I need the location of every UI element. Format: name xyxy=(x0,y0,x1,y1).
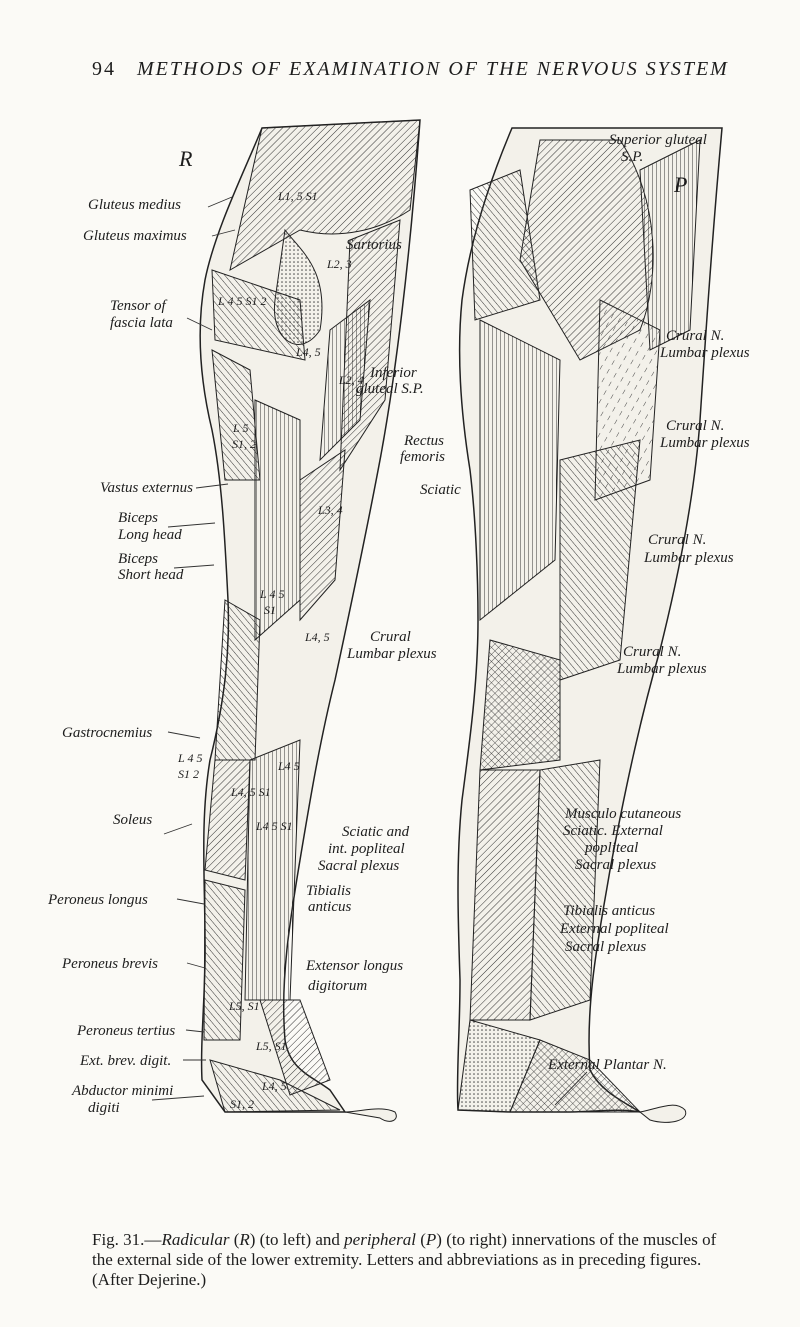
caption-radicular: Radicular xyxy=(161,1230,230,1249)
label-inferior-1: Inferior xyxy=(370,365,417,381)
label-rectus-2: femoris xyxy=(400,449,445,465)
label-external-plantar: External Plantar N. xyxy=(548,1057,667,1073)
label-inferior-2: gluteal S.P. xyxy=(356,381,424,397)
label-vastus-externus: Vastus externus xyxy=(100,480,193,496)
label-sartorius: Sartorius xyxy=(346,237,402,253)
caption-r: R xyxy=(239,1230,250,1249)
segment-label: L4 5 S1 xyxy=(256,819,293,833)
segment-label: L5, S1 xyxy=(229,999,260,1013)
label-gastrocnemius: Gastrocnemius xyxy=(62,725,153,741)
label-peroneus-longus: Peroneus longus xyxy=(48,892,148,908)
peripheral-marker: P xyxy=(674,172,688,197)
label-sciatic-and-1: Sciatic and xyxy=(342,824,410,840)
caption-p: P xyxy=(425,1230,437,1249)
label-gluteus-maximus: Gluteus maximus xyxy=(83,228,187,244)
label-sciatic-and-3: Sacral plexus xyxy=(318,858,400,874)
label-biceps-short-2: Short head xyxy=(118,567,184,583)
label-crural-1b: Lumbar plexus xyxy=(660,345,750,361)
caption-fig-number: Fig. 31.— xyxy=(92,1230,162,1249)
segment-label: L4, 5 S1 xyxy=(231,785,271,799)
segment-label: L1, 5 S1 xyxy=(278,189,318,203)
label-crural-2a: Crural N. xyxy=(666,418,725,434)
segment-label: L2, 3 xyxy=(327,257,352,271)
label-sciatic-and-2: int. popliteal xyxy=(328,841,405,857)
label-tensor-2: fascia lata xyxy=(110,315,173,331)
label-abductor-1: Abductor minimi xyxy=(72,1083,174,1099)
segment-label: L4, 5 xyxy=(305,630,330,644)
label-superior-gluteal-2: S.P. xyxy=(621,149,644,165)
label-biceps-long-1: Biceps xyxy=(118,510,158,526)
label-musculo-1: Musculo cutaneous xyxy=(565,806,682,822)
segment-label: S1 xyxy=(264,603,276,617)
label-extensor-1: Extensor longus xyxy=(306,958,404,974)
label-crural-2b: Lumbar plexus xyxy=(660,435,750,451)
label-tibialis-anticus-r3: Sacral plexus xyxy=(565,939,647,955)
segment-label: L4, 5 xyxy=(262,1079,287,1093)
label-peroneus-brevis: Peroneus brevis xyxy=(62,956,158,972)
label-tibialis-1: Tibialis xyxy=(306,883,352,899)
page-number: 94 xyxy=(92,58,116,80)
segment-label: L 4 5 xyxy=(260,587,285,601)
figure-caption: Fig. 31.—Radicular (R) (to left) and peripheral (P) (to right) innervations of the muscles of the external side of the lower extremity. Letters and abbreviations as in preceding figures. (After Dejerine.) xyxy=(92,1230,717,1289)
label-crural-center-2: Lumbar plexus xyxy=(347,646,437,662)
label-abductor-2: digiti xyxy=(88,1100,120,1116)
caption-rest: (to right) innervations of the muscles of the external side of the lower extremity. Letters and abbreviations as in preceding figures. (After Dejerine.) xyxy=(92,1230,717,1289)
segment-label: L3, 4 xyxy=(318,503,343,517)
segment-label: L 4 5 S1 2 xyxy=(218,294,267,308)
segment-label: L 4 5 xyxy=(178,751,203,765)
label-crural-4b: Lumbar plexus xyxy=(617,661,707,677)
label-tibialis-2: anticus xyxy=(308,899,352,915)
label-ext-brev-digit: Ext. brev. digit. xyxy=(80,1053,172,1069)
label-biceps-long-2: Long head xyxy=(118,527,182,543)
segment-label: S1, 2 xyxy=(230,1097,254,1111)
label-biceps-short-1: Biceps xyxy=(118,551,158,567)
segment-label: S1 2 xyxy=(178,767,199,781)
label-peroneus-tertius: Peroneus tertius xyxy=(77,1023,176,1039)
label-crural-4a: Crural N. xyxy=(623,644,682,660)
running-title: METHODS OF EXAMINATION OF THE NERVOUS SYSTEM xyxy=(137,58,729,80)
label-crural-1a: Crural N. xyxy=(666,328,725,344)
label-crural-3a: Crural N. xyxy=(648,532,707,548)
segment-label: S1, 2 xyxy=(232,437,256,451)
label-rectus-1: Rectus xyxy=(404,433,444,449)
segment-label: L2, 4 xyxy=(339,373,364,387)
label-tibialis-anticus-r1: Tibialis anticus xyxy=(563,903,656,919)
segment-label: L4 5 xyxy=(278,759,300,773)
label-crural-3b: Lumbar plexus xyxy=(644,550,734,566)
label-tibialis-anticus-r2: External popliteal xyxy=(560,921,669,937)
label-musculo-3: popliteal xyxy=(585,840,639,856)
segment-label: L 5 xyxy=(233,421,249,435)
label-soleus: Soleus xyxy=(113,812,153,828)
caption-and: (to left) and xyxy=(259,1230,340,1249)
label-gluteus-medius: Gluteus medius xyxy=(88,197,181,213)
label-crural-center-1: Crural xyxy=(370,629,411,645)
label-tensor-1: Tensor of xyxy=(110,298,166,314)
label-musculo-2: Sciatic. External xyxy=(563,823,663,839)
segment-label: L4, 5 xyxy=(296,345,321,359)
label-musculo-4: Sacral plexus xyxy=(575,857,657,873)
peripheral-leg xyxy=(457,128,725,1122)
label-superior-gluteal-1: Superior gluteal xyxy=(609,132,707,148)
radicular-marker: R xyxy=(179,146,193,171)
label-extensor-2: digitorum xyxy=(308,978,368,994)
segment-label: L5, S1 xyxy=(256,1039,287,1053)
label-sciatic: Sciatic xyxy=(420,482,461,498)
caption-peripheral: peripheral xyxy=(344,1230,416,1249)
